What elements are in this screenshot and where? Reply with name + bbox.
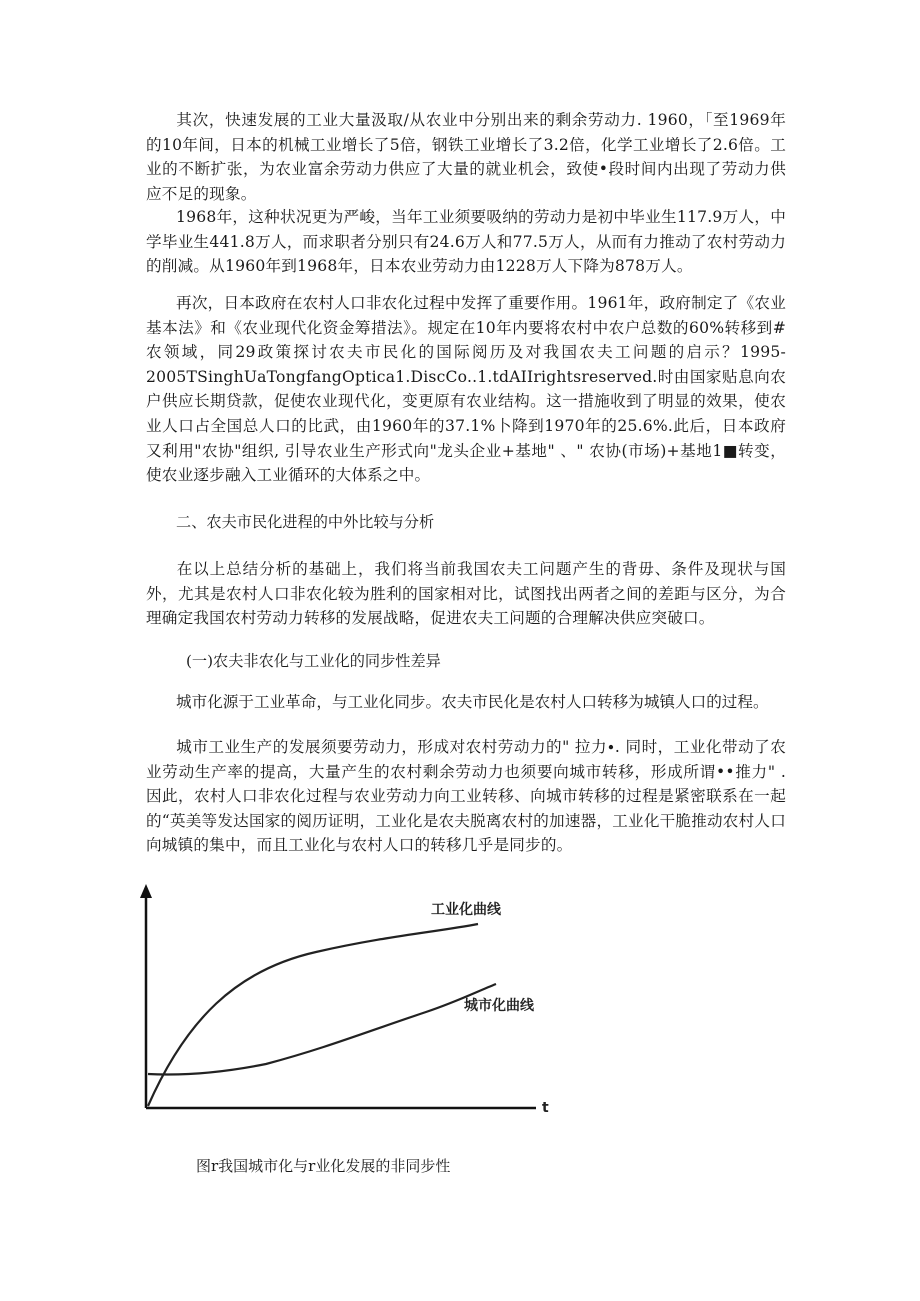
paragraph-text: 1968年，这种状况更为严峻，当年工业须要吸纳的劳动力是初中毕业生117.9万人，中学毕业生441.8万人，而求职者分别只有24.6万人和77.5万人，从而有力推动了农村劳动力的削减。从1960年到1968年，日本农业劳动力由1228万人下降为878万人。 <box>146 208 786 276</box>
figure-caption: 图r我国城市化与r业化发展的非同步性 <box>196 1157 451 1175</box>
paragraph-pull-push <box>146 735 786 858</box>
subsection-heading: (一)农夫非农化与工业化的同步性差异 <box>186 652 441 670</box>
paragraph-1968-labor <box>146 205 786 279</box>
industrialization-curve-label: 工业化曲线 <box>431 902 501 918</box>
urbanization-curve-label: 城市化曲线 <box>464 998 534 1014</box>
paragraph-industry-absorption <box>146 108 786 206</box>
paragraph-government-role <box>146 291 786 488</box>
paragraph-text: 其次，快速发展的工业大量汲取/从农业中分别出来的剩余劳动力. 1960，「至1969年的10年间，日本的机械工业增长了5倍，钢铁工业增长了3.2倍，化学工业增长了2.6倍。工业的不断扩张，为农业富余劳动力供应了大量的就业机会，致使•段时间内出现了劳动力供应不足的现象。 <box>146 111 786 203</box>
paragraph-urbanization-origin: 城市化源于工业革命，与工业化同步。农夫市民化是农村人口转移为城镇人口的过程。 <box>176 693 769 711</box>
paragraph-text: 在以上总结分析的基础上，我们将当前我国农夫工问题产生的背毋、条件及现状与国外，尤其是农村人口非农化较为胜利的国家相对比，试图找出两者之间的差距与区分，为合理确定我国农村劳动力转移的发展战略，促进农夫工问题的合理解决供应突破口。 <box>146 560 786 628</box>
urbanization-curve <box>148 984 496 1075</box>
curves-diagram <box>126 880 552 1120</box>
x-axis-label: t <box>542 1100 549 1116</box>
figure-curves <box>126 880 552 1120</box>
paragraph-comparison <box>146 557 786 631</box>
paragraph-text: 再次，日本政府在农村人口非农化过程中发挥了重要作用。1961年，政府制定了《农业基本法》和《农业现代化资金筹措法》。规定在10年内要将农村中农户总数的60%转移到#农领域，同29政策探讨农夫市民化的国际阅历及对我国农夫工问题的启示？1995-2005TSinghUaTongfangOptica1.DiscCo..1.tdAIIrightsreserved.时由国家贴息向农户供应长期贷款，促使农业现代化，变更原有农业结构。这一措施收到了明显的效果，使农业人口占全国总人口的比武，由1960年的37.1%卜降到1970年的25.6%.此后，日本政府又利用"农协"组织, 引导农业生产形式向"龙头企业+基地" 、" 农协(市场)+基地1■转变，使农业逐步融入工业循环的大体系之中。 <box>146 294 786 485</box>
industrialization-curve <box>148 924 478 1106</box>
section-heading: 二、农夫市民化进程的中外比较与分析 <box>176 513 435 531</box>
y-axis-arrow-icon <box>140 884 152 898</box>
paragraph-text: 城市工业生产的发展须要劳动力，形成对农村劳动力的" 拉力∙. 同时，工业化带动了农业劳动生产率的提高，大量产生的农村剩余劳动力也须要向城市转移，形成所谓••推力" . 因此，农村人口非农化过程与农业劳动力向工业转移、向城市转移的过程是紧密联系在一起的“英美等发达国家的阅历证明，工业化是农夫脱离农村的加速器，工业化干脆推动农村人口向城镇的集中，而且工业化与农村人口的转移几乎是同步的。 <box>146 738 786 855</box>
